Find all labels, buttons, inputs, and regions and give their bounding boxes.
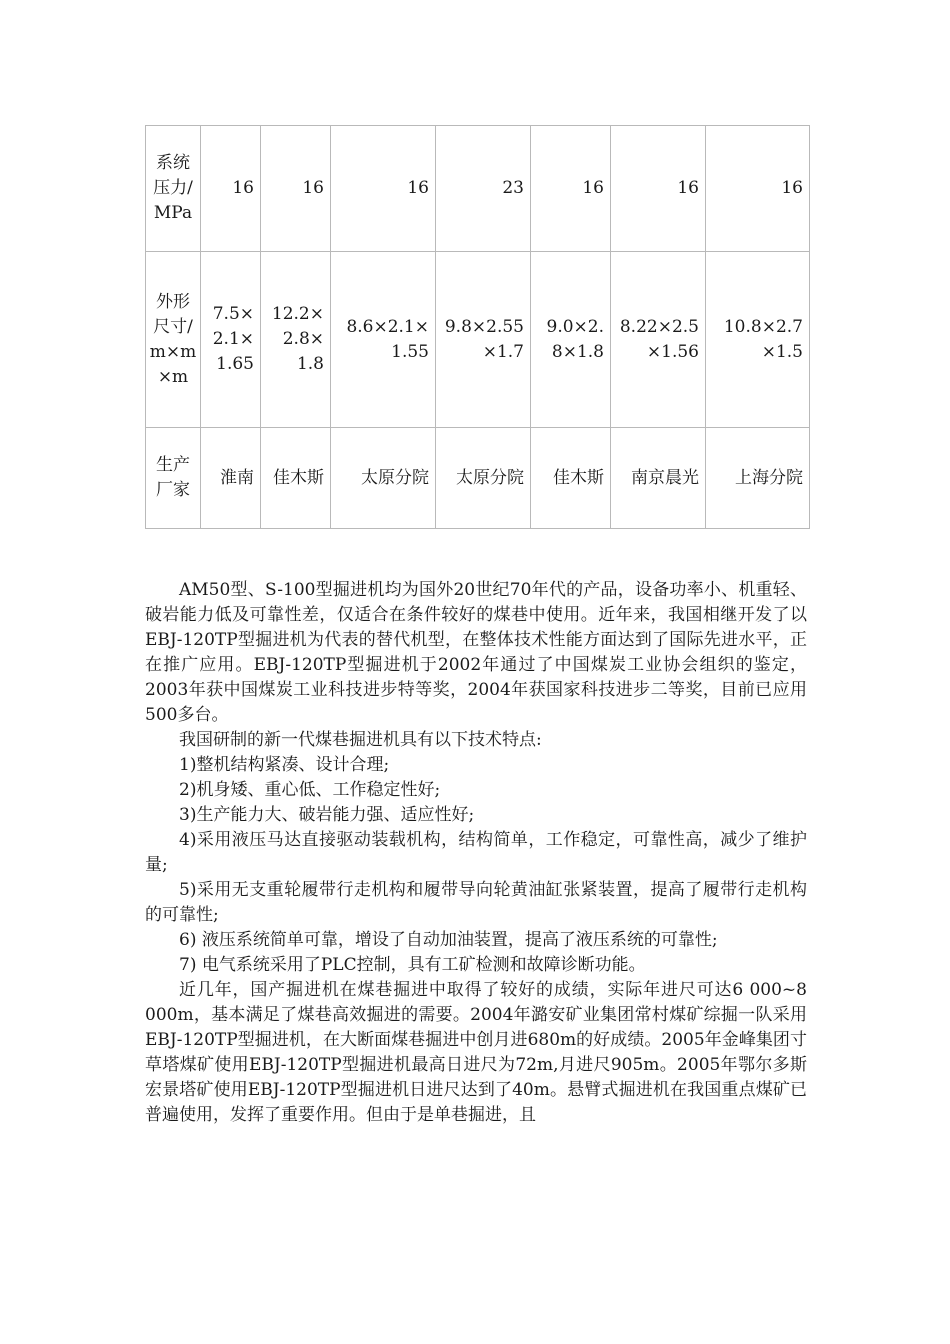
row-label: 生产厂家: [146, 428, 201, 529]
table-row-manufacturer: [146, 428, 810, 529]
list-item: 6) 液压系统简单可靠，增设了自动加油装置，提高了液压系统的可靠性;: [179, 930, 718, 950]
list-item: 5)采用无支重轮履带行走机构和履带导向轮黄油缸张紧装置，提高了履带行走机构的可靠性;: [145, 880, 807, 925]
table-row-pressure: [146, 126, 810, 252]
table-cell: 上海分院: [706, 428, 810, 529]
list-item: 3)生产能力大、破岩能力强、适应性好;: [179, 805, 475, 825]
body-text: [145, 578, 807, 1128]
table-cell: 16: [706, 126, 810, 252]
table-cell: 16: [331, 126, 436, 252]
row-label: 系统压力/MPa: [146, 126, 201, 252]
table-cell: 10.8×2.7×1.5: [706, 252, 810, 428]
list-item: 4)采用液压马达直接驱动装载机构，结构简单，工作稳定，可靠性高，减少了维护量;: [145, 830, 807, 875]
table-cell: 9.0×2.8×1.8: [531, 252, 611, 428]
table-cell: 佳木斯: [261, 428, 331, 529]
table-cell: 16: [611, 126, 706, 252]
row-label: 外形尺寸/m×m×m: [146, 252, 201, 428]
paragraph: 我国研制的新一代煤巷掘进机具有以下技术特点:: [179, 730, 542, 750]
table-cell: 16: [201, 126, 261, 252]
list-item: 7) 电气系统采用了PLC控制，具有工矿检测和故障诊断功能。: [179, 955, 646, 975]
table-cell: 太原分院: [436, 428, 531, 529]
list-item: 2)机身矮、重心低、工作稳定性好;: [179, 780, 441, 800]
spec-table: [145, 125, 810, 529]
table-cell: 淮南: [201, 428, 261, 529]
table-cell: 南京晨光: [611, 428, 706, 529]
table-cell: 16: [261, 126, 331, 252]
table-cell: 7.5×2.1×1.65: [201, 252, 261, 428]
table-cell: 8.22×2.5×1.56: [611, 252, 706, 428]
table-cell: 23: [436, 126, 531, 252]
table-cell: 9.8×2.55×1.7: [436, 252, 531, 428]
paragraph: AM50型、S-100型掘进机均为国外20世纪70年代的产品，设备功率小、机重轻、破岩能力低及可靠性差，仅适合在条件较好的煤巷中使用。近年来，我国相继开发了以EBJ-120TP型掘进机为代表的替代机型，在整体技术性能方面达到了国际先进水平，正在推广应用。EBJ-120TP型掘进机于2002年通过了中国煤炭工业协会组织的鉴定，2003年获中国煤炭工业科技进步特等奖，2004年获国家科技进步二等奖，目前已应用500多台。: [145, 580, 807, 725]
table-cell: 16: [531, 126, 611, 252]
table-cell: 佳木斯: [531, 428, 611, 529]
table-cell: 8.6×2.1×1.55: [331, 252, 436, 428]
paragraph: 近几年，国产掘进机在煤巷掘进中取得了较好的成绩，实际年进尺可达6 000~8 000m，基本满足了煤巷高效掘进的需要。2004年潞安矿业集团常村煤矿综掘一队采用 EBJ-120TP型掘进机，在大断面煤巷掘进中创月进680m的好成绩。2005年金峰集团寸草塔煤矿使用EBJ-120TP型掘进机最高日进尺为72m,月进尺905m。2005年鄂尔多斯宏景塔矿使用EBJ-120TP型掘进机日进尺达到了40m。悬臂式掘进机在我国重点煤矿已普遍使用，发挥了重要作用。但由于是单巷掘进，且: [145, 980, 807, 1125]
table-row-size: [146, 252, 810, 428]
table-cell: 12.2×2.8×1.8: [261, 252, 331, 428]
table-cell: 太原分院: [331, 428, 436, 529]
list-item: 1)整机结构紧凑、设计合理;: [179, 755, 390, 775]
